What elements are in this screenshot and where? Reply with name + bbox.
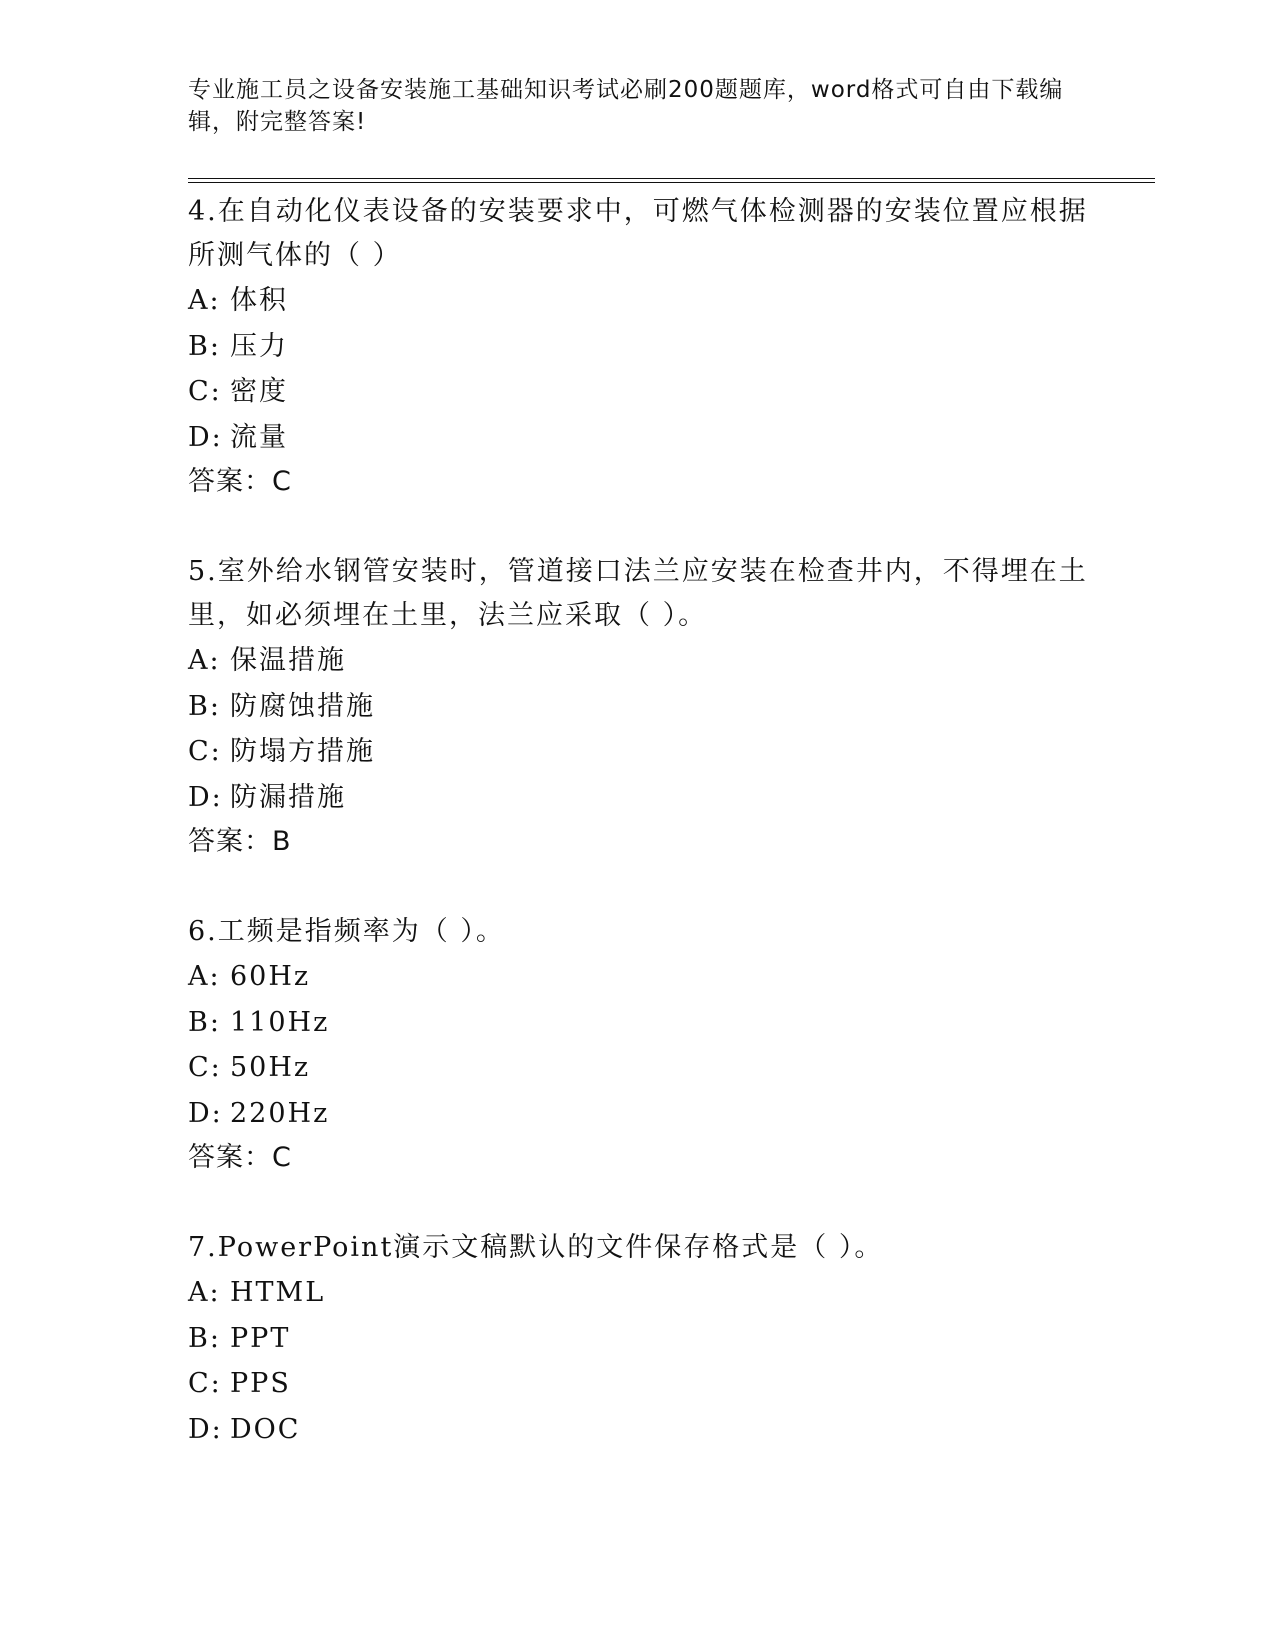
option-text: 50Hz [230, 1052, 311, 1083]
option-letter: B: [188, 330, 221, 362]
option-letter: A: [188, 961, 221, 992]
option-letter: C: [188, 1052, 222, 1083]
option-a [188, 1270, 1088, 1316]
answer-line: 答案：C [188, 466, 292, 497]
question-6 [188, 910, 1088, 1180]
option-text: 密度 [230, 376, 288, 407]
option-letter: B: [188, 1322, 221, 1354]
option-d [188, 1407, 1088, 1453]
option-c [188, 1361, 1088, 1407]
option-text: 防腐蚀措施 [230, 690, 375, 722]
option-letter: B: [188, 1006, 221, 1038]
option-c [188, 729, 1088, 775]
option-c [188, 1045, 1088, 1091]
option-b [188, 324, 1088, 370]
option-text: 流量 [230, 421, 288, 453]
option-text: PPS [230, 1368, 291, 1399]
option-text: DOC [230, 1413, 301, 1445]
option-text: 60Hz [230, 961, 311, 992]
option-letter: D: [188, 421, 223, 453]
option-text: PPT [230, 1322, 291, 1354]
option-letter: D: [188, 1413, 223, 1445]
option-text: HTML [230, 1277, 326, 1308]
option-text: 压力 [230, 330, 288, 362]
option-letter: C: [188, 376, 222, 407]
option-a [188, 638, 1088, 684]
option-b [188, 1000, 1088, 1046]
question-7 [188, 1226, 1088, 1452]
question-stem: 4.在自动化仪表设备的安装要求中，可燃气体检测器的安装位置应根据所测气体的（ ） [188, 196, 1088, 271]
option-letter: C: [188, 1368, 222, 1399]
question-stem: 5.室外给水钢管安装时，管道接口法兰应安装在检查井内，不得埋在土里，如必须埋在土里，法兰应采取（ ）。 [188, 556, 1088, 631]
option-d [188, 775, 1088, 821]
option-b [188, 1316, 1088, 1362]
option-letter: D: [188, 1097, 223, 1129]
option-text: 防漏措施 [230, 781, 346, 813]
header-divider [188, 178, 1155, 183]
option-a [188, 278, 1088, 324]
option-text: 110Hz [230, 1006, 330, 1038]
option-text: 220Hz [230, 1097, 330, 1129]
question-5 [188, 550, 1088, 864]
option-letter: A: [188, 1277, 221, 1308]
option-text: 防塌方措施 [230, 736, 375, 767]
option-letter: B: [188, 690, 221, 722]
option-letter: A: [188, 645, 221, 676]
option-d [188, 1091, 1088, 1137]
answer-line: 答案：C [188, 1142, 292, 1173]
answer-line: 答案：B [188, 826, 292, 857]
question-list [188, 190, 1088, 1498]
option-letter: A: [188, 285, 221, 316]
question-stem: 6.工频是指频率为（ ）。 [188, 916, 505, 947]
option-d [188, 415, 1088, 461]
option-c [188, 369, 1088, 415]
option-letter: D: [188, 781, 223, 813]
question-stem: 7.PowerPoint演示文稿默认的文件保存格式是（ ）。 [188, 1232, 884, 1263]
option-a [188, 954, 1088, 1000]
option-text: 体积 [230, 285, 288, 316]
option-text: 保温措施 [230, 645, 346, 676]
document-header: 专业施工员之设备安装施工基础知识考试必刷200题题库，word格式可自由下载编辑，附完整答案! [188, 77, 1064, 135]
option-b [188, 684, 1088, 730]
option-letter: C: [188, 736, 222, 767]
question-4 [188, 190, 1088, 504]
